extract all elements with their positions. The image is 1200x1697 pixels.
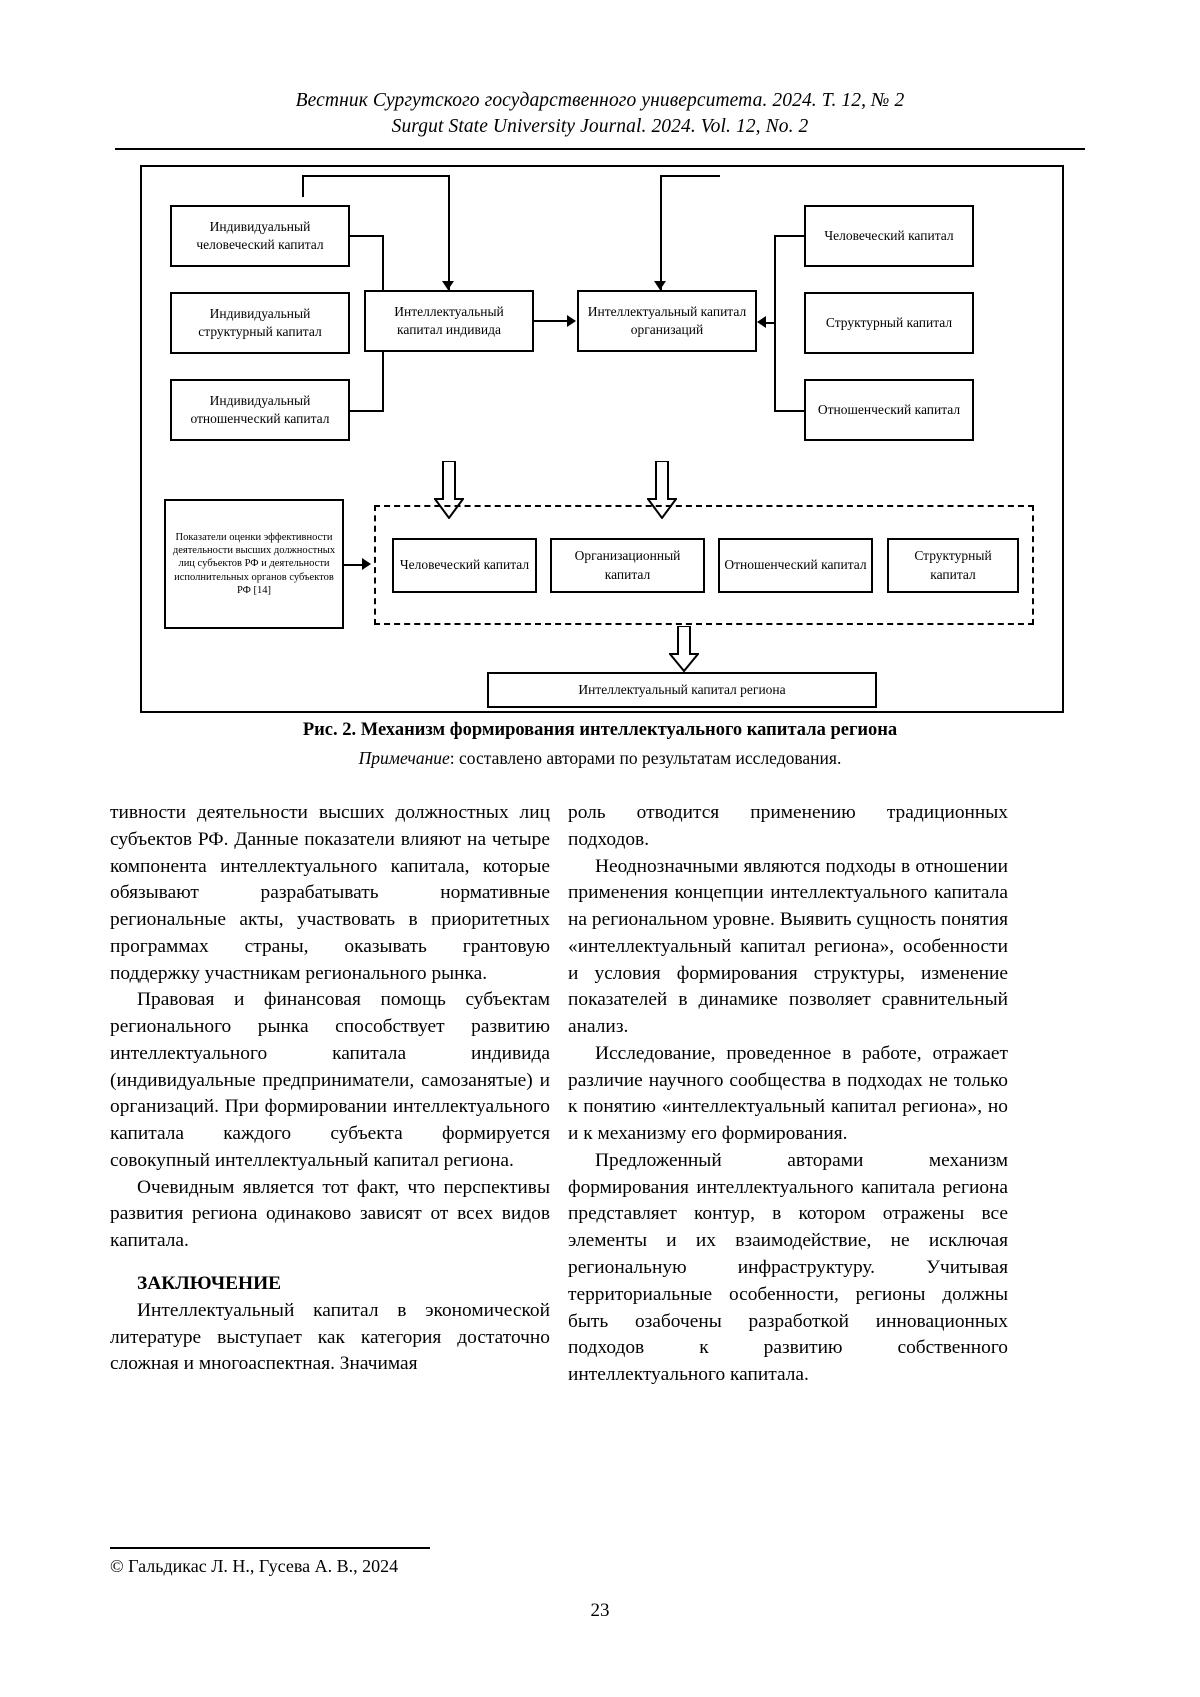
- box-label: Индивидуальный отношенческий капитал: [190, 392, 330, 426]
- box-individual-intellectual-capital: [364, 290, 534, 352]
- copyright-line: © Гальдикас Л. Н., Гусева А. В., 2024: [110, 1556, 399, 1576]
- paragraph: роль отводится применению традиционных подходов.: [568, 802, 1008, 850]
- box-label: Отношенческий капитал: [724, 557, 867, 573]
- box-component-relational-capital: [718, 538, 873, 593]
- block-arrow-down-result-icon: [669, 626, 699, 672]
- box-label: Отношенческий капитал: [817, 401, 961, 417]
- section-heading-conclusion: ЗАКЛЮЧЕНИЕ: [137, 1273, 282, 1295]
- box-label: Структурный капитал: [825, 314, 953, 330]
- box-component-human-capital: [392, 538, 537, 593]
- box-organization-intellectual-capital: [577, 290, 757, 352]
- box-label: Показатели оценки эффективности деятельности высших должностных лиц субъектов РФ и деятельности исполнительных органов субъектов РФ [14]: [172, 532, 336, 596]
- paragraph: Правовая и финансовая помощь субъектам регионального рынка способствует развитию интеллектуального капитала индивида (индивидуальные предприниматели, самозанятые) и организаций. При формировании интеллектуального капитала каждого субъекта формируется совокупный интеллектуальный капитал региона.: [110, 989, 550, 1171]
- box-individual-human-capital: [170, 205, 350, 267]
- header-divider: [115, 148, 1085, 150]
- arrow-head-icon: [757, 316, 766, 328]
- paragraph: Интеллектуальный капитал в экономической литературе выступает как категория достаточно сложная и многоаспектная. Значимая: [110, 1299, 550, 1375]
- box-individual-structural-capital: [170, 292, 350, 354]
- connector: [534, 320, 567, 322]
- figure-caption-title: Рис. 2. Механизм формирования интеллектуального капитала региона: [302, 720, 898, 740]
- connector: [350, 410, 382, 412]
- footer-divider: [110, 1547, 430, 1549]
- page-number: 23: [590, 1600, 610, 1621]
- box-relational-capital: [804, 379, 974, 441]
- box-component-organizational-capital: [550, 538, 705, 593]
- figure-caption-note: [115, 746, 1085, 771]
- connector: [660, 175, 720, 177]
- box-human-capital: [804, 205, 974, 267]
- running-head-en: Surgut State University Journal. 2024. Vol. 12, No. 2: [391, 116, 809, 138]
- box-label: Человеческий капитал: [399, 557, 530, 573]
- arrow-head-icon: [362, 558, 371, 570]
- connector: [660, 175, 662, 290]
- box-label: Структурный капитал: [914, 548, 992, 582]
- connector: [774, 410, 804, 412]
- figure-caption-note-text: : составлено авторами по результатам исследования.: [449, 747, 842, 768]
- arrow-head-icon: [567, 315, 576, 327]
- paragraph: Очевидным является тот факт, что перспективы развития региона одинаково зависят от всех видов капитала.: [110, 1176, 550, 1252]
- figure-diagram: [140, 165, 1064, 713]
- paragraph: Неоднозначными являются подходы в отношении применения концепции интеллектуального капитала на региональном уровне. Выявить сущность понятия «интеллектуальный капитал региона», особенности и условия формирования структуры, изменение показателей в динамике позволяет сравнительный анализ.: [568, 855, 1008, 1038]
- paragraph: Предложенный авторами механизм формирования интеллектуального капитала региона представляет контур, в котором отражены все элементы и их взаимодействие, не исключая региональную инфраструктуру. Учитывая территориальные особенности, регионы должны быть озабочены разработкой инновационных подходов к развитию собственного интеллектуального капитала.: [568, 1149, 1008, 1386]
- box-label: Интеллектуальный капитал индивида: [394, 303, 504, 337]
- box-component-structural-capital: [887, 538, 1019, 593]
- arrow-head-icon: [654, 281, 666, 290]
- box-region-intellectual-capital: [487, 672, 877, 708]
- paragraph: тивности деятельности высших должностных лиц субъектов РФ. Данные показатели влияют на четыре компонента интеллектуального капитала, которые обязывают разрабатывать нормативные региональные акты, участвовать в приоритетных программах страны, оказывать грантовую поддержку участникам регионального рынка.: [110, 802, 550, 984]
- body-column-left: [110, 800, 550, 1378]
- running-head: [115, 88, 1085, 141]
- connector: [350, 235, 382, 237]
- connector: [774, 235, 804, 237]
- box-label: Человеческий капитал: [824, 227, 954, 243]
- arrow-head-icon: [442, 281, 454, 290]
- box-efficiency-indicators: [164, 499, 344, 629]
- box-structural-capital: [804, 292, 974, 354]
- figure-caption-note-label: Примечание: [358, 747, 450, 768]
- box-individual-relational-capital: [170, 379, 350, 441]
- box-label: Индивидуальный человеческий капитал: [196, 218, 324, 252]
- running-head-ru: Вестник Сургутского государственного университета. 2024. Т. 12, № 2: [295, 90, 905, 111]
- body-column-right: [568, 800, 1008, 1389]
- figure-caption: [115, 718, 1085, 770]
- connector: [302, 175, 304, 197]
- connector: [448, 175, 450, 290]
- connector: [344, 564, 362, 566]
- box-label: Индивидуальный структурный капитал: [198, 305, 322, 339]
- box-label: Интеллектуальный капитал региона: [578, 681, 786, 697]
- box-label: Организационный капитал: [574, 548, 681, 582]
- paragraph: Исследование, проведенное в работе, отражает различие научного сообщества в подходах не только к понятию «интеллектуальный капитал региона», но и к механизму его формирования.: [568, 1042, 1008, 1145]
- connector: [766, 322, 776, 324]
- box-label: Интеллектуальный капитал организаций: [587, 303, 747, 337]
- connector: [302, 175, 450, 177]
